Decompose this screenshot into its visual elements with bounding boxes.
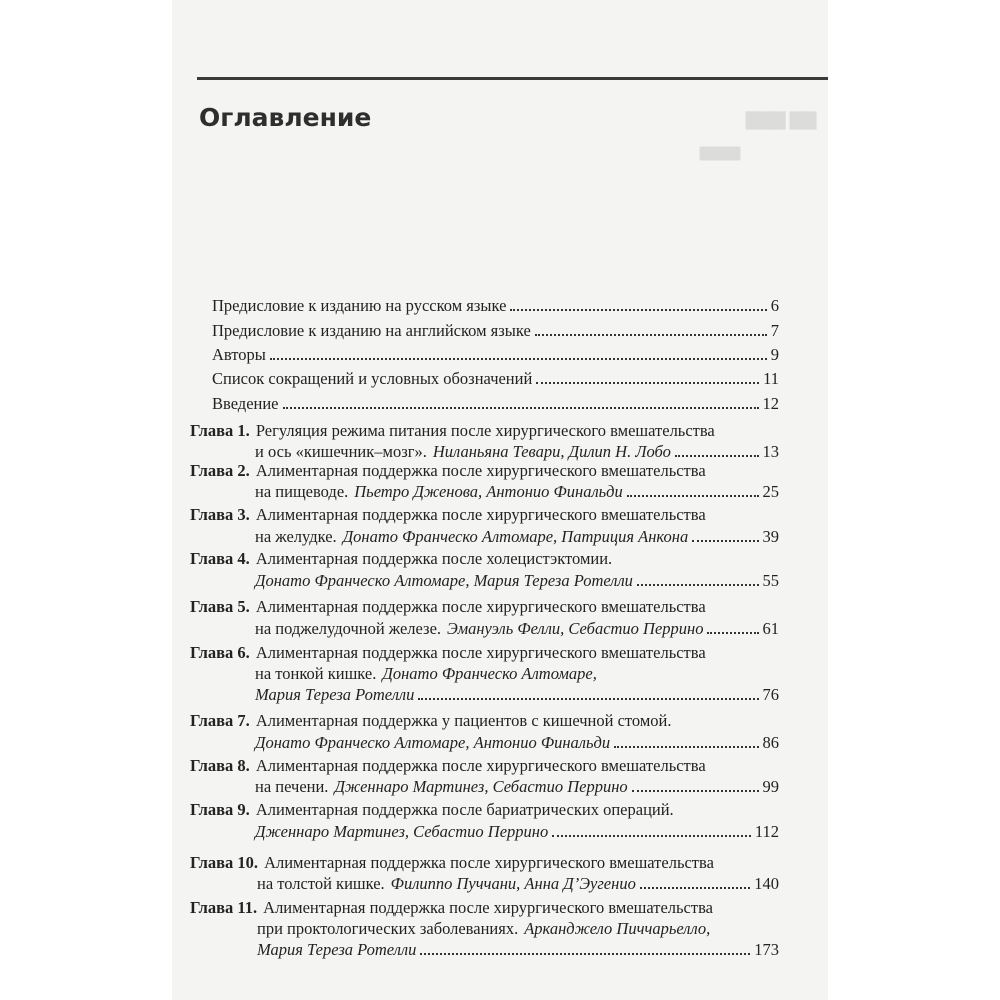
- leader-dots: [632, 790, 759, 792]
- toc-page-number: 11: [763, 369, 779, 388]
- chapter-label: Глава 9.: [190, 800, 250, 819]
- chapter-authors: Дженнаро Мартинез, Себастио Перрино: [255, 822, 549, 841]
- toc-entry[interactable]: [255, 777, 779, 797]
- chapter-heading-line[interactable]: [190, 800, 674, 820]
- toc-entry[interactable]: [255, 733, 779, 753]
- chapter-label: Глава 10.: [190, 853, 259, 872]
- chapter-authors: Арканджело Пиччарьелло,: [524, 919, 711, 938]
- chapter-heading-line[interactable]: [190, 898, 713, 918]
- chapter-heading-line[interactable]: [190, 461, 706, 481]
- leader-dots: [418, 698, 758, 700]
- toc-page-number: 55: [762, 571, 779, 590]
- leader-dots: [675, 455, 759, 457]
- leader-dots: [510, 309, 766, 311]
- chapter-authors: Дженнаро Мартинез, Себастио Перрино: [334, 777, 628, 796]
- toc-entry[interactable]: [255, 527, 779, 547]
- toc-entry-text: Введение: [212, 394, 279, 413]
- toc-entry[interactable]: [255, 619, 779, 639]
- chapter-title: Алиментарная поддержка после хирургического вмешательства: [255, 505, 706, 524]
- chapter-label: Глава 2.: [190, 461, 250, 480]
- leader-dots: [614, 746, 758, 748]
- chapter-title: Алиментарная поддержка после хирургического вмешательства: [255, 461, 706, 480]
- chapter-title-cont: на желудке.: [255, 527, 337, 546]
- leader-dots: [627, 495, 759, 497]
- chapter-heading-line[interactable]: [190, 421, 715, 441]
- chapter-title: Регуляция режима питания после хирургического вмешательства: [255, 421, 715, 440]
- chapter-title: Алиментарная поддержка после хирургического вмешательства: [255, 597, 706, 616]
- toc-entry-text: Авторы: [212, 345, 266, 364]
- toc-entry[interactable]: [255, 571, 779, 591]
- chapter-label: Глава 4.: [190, 549, 250, 568]
- chapter-title-cont: и ось «кишечник–мозг».: [255, 442, 427, 461]
- toc-entry[interactable]: [255, 482, 779, 502]
- leader-dots: [692, 540, 758, 542]
- chapter-label: Глава 6.: [190, 643, 250, 662]
- chapter-authors: Ниланьяна Тевари, Дилип Н. Лобо: [432, 442, 671, 461]
- toc-entry[interactable]: [257, 940, 779, 960]
- leader-dots: [707, 632, 758, 634]
- chapter-title-cont: на пищеводе.: [255, 482, 349, 501]
- toc-entry-text: Предисловие к изданию на русском языке: [212, 296, 507, 315]
- leader-dots: [536, 382, 759, 384]
- toc-page-number: 9: [770, 345, 779, 364]
- toc-page-number: 61: [762, 619, 779, 638]
- toc-entry[interactable]: [212, 369, 779, 389]
- leader-dots: [535, 334, 767, 336]
- leader-dots: [637, 584, 759, 586]
- leader-dots: [420, 953, 750, 955]
- chapter-authors: Донато Франческо Алтомаре,: [382, 664, 597, 683]
- chapter-title: Алиментарная поддержка после хирургического вмешательства: [264, 853, 714, 872]
- leader-dots: [270, 358, 767, 360]
- chapter-heading-line[interactable]: [190, 597, 706, 617]
- toc-entry[interactable]: [257, 874, 779, 894]
- leader-dots: [552, 835, 751, 837]
- chapter-authors: Пьетро Дженова, Антонио Финальди: [354, 482, 623, 501]
- chapter-authors: Донато Франческо Алтомаре, Антонио Финальди: [255, 733, 611, 752]
- toc-page-number: 112: [754, 822, 779, 841]
- chapter-title-line[interactable]: [257, 919, 710, 939]
- toc-page-number: 76: [762, 685, 779, 704]
- chapter-label: Глава 8.: [190, 756, 250, 775]
- leader-dots: [640, 887, 750, 889]
- chapter-heading-line[interactable]: [190, 756, 706, 776]
- toc-entry[interactable]: [212, 296, 779, 316]
- chapter-label: Глава 11.: [190, 898, 258, 917]
- chapter-heading-line[interactable]: [190, 853, 714, 873]
- toc-page-number: 140: [754, 874, 779, 893]
- toc-page-number: 7: [770, 321, 779, 340]
- toc-page-number: 173: [754, 940, 779, 959]
- chapter-label: Глава 3.: [190, 505, 250, 524]
- chapter-title-cont: на поджелудочной железе.: [255, 619, 442, 638]
- toc-entry[interactable]: [212, 321, 779, 341]
- toc-page-number: 39: [762, 527, 779, 546]
- toc-page-number: 25: [762, 482, 779, 501]
- chapter-title-cont: на толстой кишке.: [257, 874, 385, 893]
- chapter-label: Глава 7.: [190, 711, 250, 730]
- chapter-title-cont: при проктологических заболеваниях.: [257, 919, 519, 938]
- toc-entry-text: Список сокращений и условных обозначений: [212, 369, 533, 388]
- chapter-title: Алиментарная поддержка у пациентов с кишечной стомой.: [255, 711, 672, 730]
- chapter-title-cont: на печени.: [255, 777, 329, 796]
- chapter-title: Алиментарная поддержка после бариатрических операций.: [255, 800, 674, 819]
- toc-entry-text: Предисловие к изданию на английском языке: [212, 321, 531, 340]
- chapter-heading-line[interactable]: [190, 549, 612, 569]
- bleed-through-text: ▇▇▇ ▇▇: [746, 110, 817, 129]
- chapter-authors: Донато Франческо Алтомаре, Патриция Анкона: [342, 527, 689, 546]
- chapter-heading-line[interactable]: [190, 505, 706, 525]
- chapter-label: Глава 1.: [190, 421, 250, 440]
- toc-entry[interactable]: [212, 394, 779, 414]
- chapter-title: Алиментарная поддержка после хирургического вмешательства: [255, 756, 706, 775]
- toc-entry[interactable]: [255, 685, 779, 705]
- page-title: Оглавление: [199, 103, 372, 132]
- chapter-authors: Донато Франческо Алтомаре, Мария Тереза Ротелли: [255, 571, 633, 590]
- leader-dots: [283, 407, 759, 409]
- toc-entry[interactable]: [255, 822, 779, 842]
- toc-entry[interactable]: [212, 345, 779, 365]
- toc-page-number: 13: [762, 442, 779, 461]
- chapter-label: Глава 5.: [190, 597, 250, 616]
- bleed-through-text: ▇▇▇▇: [700, 145, 740, 160]
- chapter-authors: Филиппо Пуччани, Анна Д’Эугенио: [390, 874, 636, 893]
- chapter-authors-cont: Мария Тереза Ротелли: [255, 685, 415, 704]
- chapter-title-line[interactable]: [255, 664, 597, 684]
- toc-page-number: 12: [762, 394, 779, 413]
- toc-entry[interactable]: [255, 442, 779, 462]
- toc-page-number: 86: [762, 733, 779, 752]
- toc-page-number: 99: [762, 777, 779, 796]
- toc-page-number: 6: [770, 296, 779, 315]
- chapter-authors: Эмануэль Фелли, Себастио Перрино: [447, 619, 704, 638]
- chapter-title: Алиментарная поддержка после хирургического вмешательства: [263, 898, 713, 917]
- chapter-authors-cont: Мария Тереза Ротелли: [257, 940, 417, 959]
- chapter-title: Алиментарная поддержка после хирургического вмешательства: [255, 643, 706, 662]
- chapter-heading-line[interactable]: [190, 711, 671, 731]
- chapter-title: Алиментарная поддержка после холецистэктомии.: [255, 549, 613, 568]
- chapter-title-cont: на тонкой кишке.: [255, 664, 377, 683]
- chapter-heading-line[interactable]: [190, 643, 706, 663]
